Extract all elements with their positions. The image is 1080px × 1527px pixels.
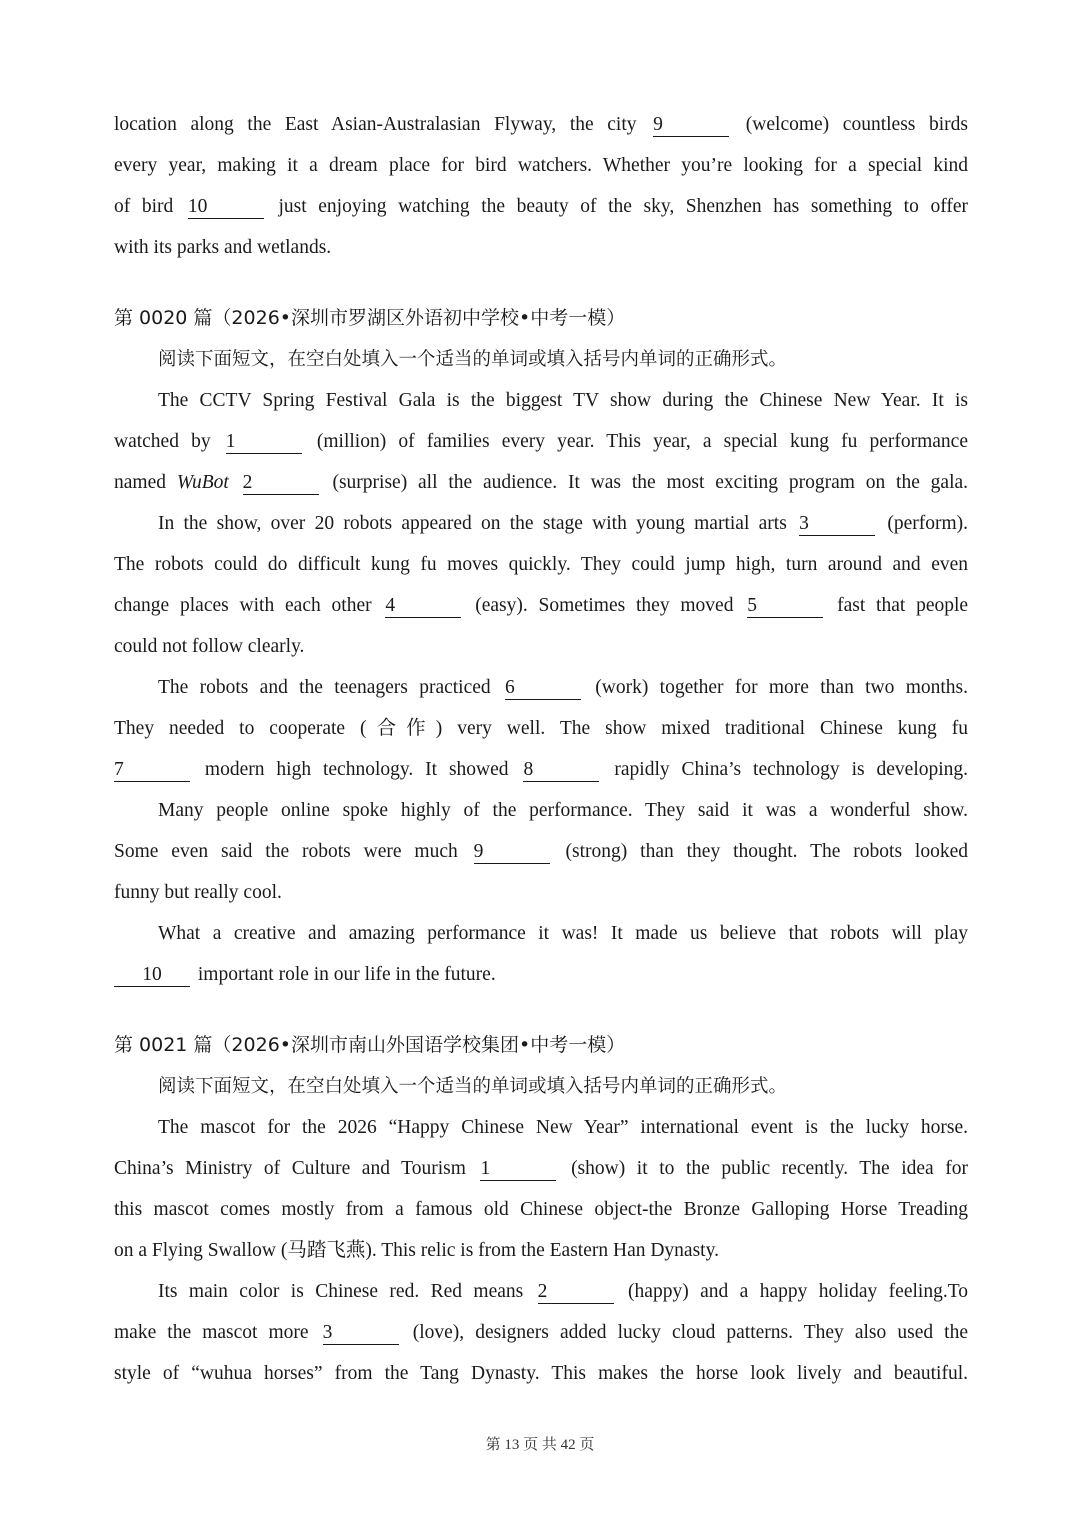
text-line: The CCTV Spring Festival Gala is the biggest TV show during the Chinese New Year. It is [158,390,968,411]
italic-name: WuBot [176,472,229,493]
answer-blank[interactable]: 3 [799,513,875,536]
passage-heading: 第 0020 篇（2026•深圳市罗湖区外语初中学校•中考一模） [114,307,626,329]
text-line: China’s Ministry of Culture and Tourism 1 (show) it to the public recently. The idea for [114,1158,968,1179]
page-number-footer: 第 13 页 共 42 页 [485,1437,595,1453]
text-line: 10 important role in our life in the future. [114,954,968,995]
answer-blank[interactable]: 10 [188,196,264,219]
text-line: The mascot for the 2026 “Happy Chinese New Year” international event is the lucky horse. [158,1117,968,1138]
text-line: watched by 1 (million) of families every year. This year, a special kung fu performance [114,431,968,452]
text-line: named WuBot 2 (surprise) all the audience. It was the most exciting program on the gala. [114,472,969,493]
text-line: Its main color is Chinese red. Red means 2 (happy) and a happy holiday feeling.To [158,1281,968,1302]
text-line: The robots and the teenagers practiced 6 (work) together for more than two months. [158,677,968,698]
answer-blank[interactable]: 5 [747,595,823,618]
text-line: They needed to cooperate (合作) very well. The show mixed traditional Chinese kung fu [114,718,968,739]
answer-blank[interactable]: 2 [538,1281,614,1304]
answer-blank[interactable]: 1 [480,1158,556,1181]
text-line: with its parks and wetlands. [114,237,332,258]
text-line: Many people online spoke highly of the performance. They said it was a wonderful show. [158,800,968,821]
text-line: change places with each other 4 (easy). Sometimes they moved 5 fast that people [114,595,969,616]
text-line: Some even said the robots were much 9 (strong) than they thought. The robots looked [114,841,969,862]
answer-blank[interactable]: 2 [243,472,319,495]
answer-blank[interactable]: 4 [385,595,461,618]
text-line: make the mascot more 3 (love), designers added lucky cloud patterns. They also used the [114,1322,968,1343]
text-line: funny but really cool. [114,882,282,903]
text-line: style of “wuhua horses” from the Tang Dynasty. This makes the horse look lively and beautiful. [114,1363,968,1384]
passage-0021 [114,1025,968,1394]
previous-passage [114,104,968,268]
text-line: In the show, over 20 robots appeared on the stage with young martial arts 3 (perform). [158,513,969,534]
answer-blank[interactable]: 1 [226,431,302,454]
passage-heading: 第 0021 篇（2026•深圳市南山外国语学校集团•中考一模） [114,1034,626,1056]
answer-blank[interactable]: 3 [323,1322,399,1345]
answer-blank[interactable]: 10 [114,964,190,987]
text-line: 7 modern high technology. It showed 8 rapidly China’s technology is developing. [114,759,969,780]
answer-blank[interactable]: 7 [114,759,190,782]
passage-instruction: 阅读下面短文，在空白处填入一个适当的单词或填入括号内单词的正确形式。 [158,1076,788,1097]
text-line: What a creative and amazing performance it was! It made us believe that robots will play [158,923,968,944]
text-line: of bird 10 just enjoying watching the beauty of the sky, Shenzhen has something to offer [114,196,968,217]
answer-blank[interactable]: 9 [474,841,550,864]
page-content [114,104,968,1394]
answer-blank[interactable]: 8 [523,759,599,782]
passage-instruction: 阅读下面短文，在空白处填入一个适当的单词或填入括号内单词的正确形式。 [158,349,788,370]
answer-blank[interactable]: 9 [653,114,729,137]
text-line: could not follow clearly. [114,636,305,657]
answer-blank[interactable]: 6 [505,677,581,700]
text-line: The robots could do difficult kung fu moves quickly. They could jump high, turn around and even [114,554,968,575]
text-line: this mascot comes mostly from a famous old Chinese object-the Bronze Galloping Horse Treading [114,1199,968,1220]
passage-0020 [114,298,968,995]
text-line: every year, making it a dream place for bird watchers. Whether you’re looking for a special kind [114,155,968,176]
text-line: on a Flying Swallow (马踏飞燕). This relic is from the Eastern Han Dynasty. [114,1240,719,1261]
text-line: location along the East Asian-Australasian Flyway, the city 9 (welcome) countless birds [114,114,969,135]
